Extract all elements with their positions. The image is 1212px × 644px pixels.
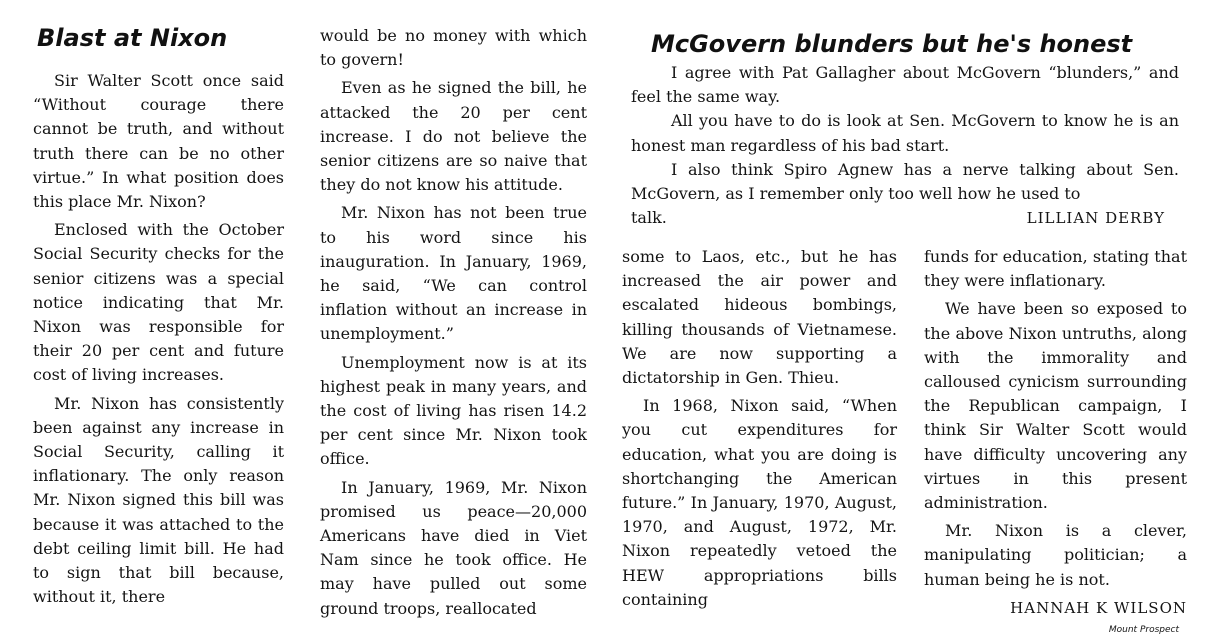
- letter1-column-4: [924, 245, 1187, 636]
- signature-hannah-wilson: HANNAH K WILSON: [1010, 598, 1187, 617]
- paragraph: Enclosed with the October Social Security checks for the senior citizens was a special notice indicating that Mr. Nixon was responsible for their 20 per cent and future cost of living increases.: [33, 220, 284, 385]
- headline-blast-at-nixon: Blast at Nixon: [37, 24, 228, 52]
- paragraph: All you have to do is look at Sen. McGovern to know he is an honest man regardless of his bad start.: [631, 111, 1179, 155]
- letter1-column-1: [33, 69, 284, 613]
- paragraph: We have been so exposed to the above Nixon untruths, along with the immorality and calloused cynicism surrounding the Republican campaign, I think Sir Walter Scott would have difficulty uncovering any virtues in this present administration.: [924, 299, 1187, 513]
- last-word: talk.: [631, 208, 667, 228]
- paragraph: some to Laos, etc., but he has increased the air power and escalated hideous bombings, killing thousands of Vietnamese. We are now supporting a dictatorship in Gen. Thieu.: [622, 247, 897, 388]
- paragraph: would be no money with which to govern!: [320, 26, 587, 70]
- letter1-column-2: [320, 24, 587, 625]
- paragraph: I agree with Pat Gallagher about McGovern “blunders,” and feel the same way.: [631, 63, 1179, 107]
- paragraph: Mr. Nixon is a clever, manipulating politician; a human being he is not.: [924, 521, 1187, 589]
- letter2-body: [631, 61, 1179, 230]
- signature-row: [631, 206, 1179, 230]
- paragraph: Unemployment now is at its highest peak in many years, and the cost of living has risen 14.2 per cent since Mr. Nixon took office.: [320, 352, 587, 469]
- paragraph: Sir Walter Scott once said “Without courage there cannot be truth, and without truth there can be no other virtue.” In what position does this place Mr. Nixon?: [33, 71, 284, 212]
- paragraph: In 1968, Nixon said, “When you cut expenditures for education, what you are doing is shortchanging the American future.” In January, 1970, August, 1970, and August, 1972, Mr. Nixon repeatedly vetoed the HEW appropriations bills containing: [622, 396, 897, 609]
- paragraph: In January, 1969, Mr. Nixon promised us peace—20,000 Americans have died in Viet Nam since he took office. He may have pulled out some ground troops, reallocated: [320, 477, 587, 618]
- letter1-column-3: [622, 245, 897, 616]
- signature-lillian-derby: LILLIAN DERBY: [1026, 209, 1165, 228]
- signature-place: Mount Prospect: [1108, 625, 1179, 636]
- paragraph: Mr. Nixon has not been true to his word since his inauguration. In January, 1969, he said, “We can control inflation without an increase in unemployment.”: [320, 203, 587, 344]
- paragraph: funds for education, stating that they were inflationary.: [924, 247, 1187, 291]
- paragraph: Even as he signed the bill, he attacked the 20 per cent increase. I do not believe the senior citizens are so naive that they do not know his attitude.: [320, 78, 587, 195]
- paragraph: I also think Spiro Agnew has a nerve talking about Sen. McGovern, as I remember only too well how he used to: [631, 159, 1179, 204]
- paragraph: Mr. Nixon has consistently been against any increase in Social Security, calling it inflationary. The only reason Mr. Nixon signed this bill was because it was attached to the debt ceiling limit bill. He had to sign that bill because, without it, there: [33, 393, 284, 607]
- headline-mcgovern-blunders: McGovern blunders but he's honest: [651, 30, 1133, 58]
